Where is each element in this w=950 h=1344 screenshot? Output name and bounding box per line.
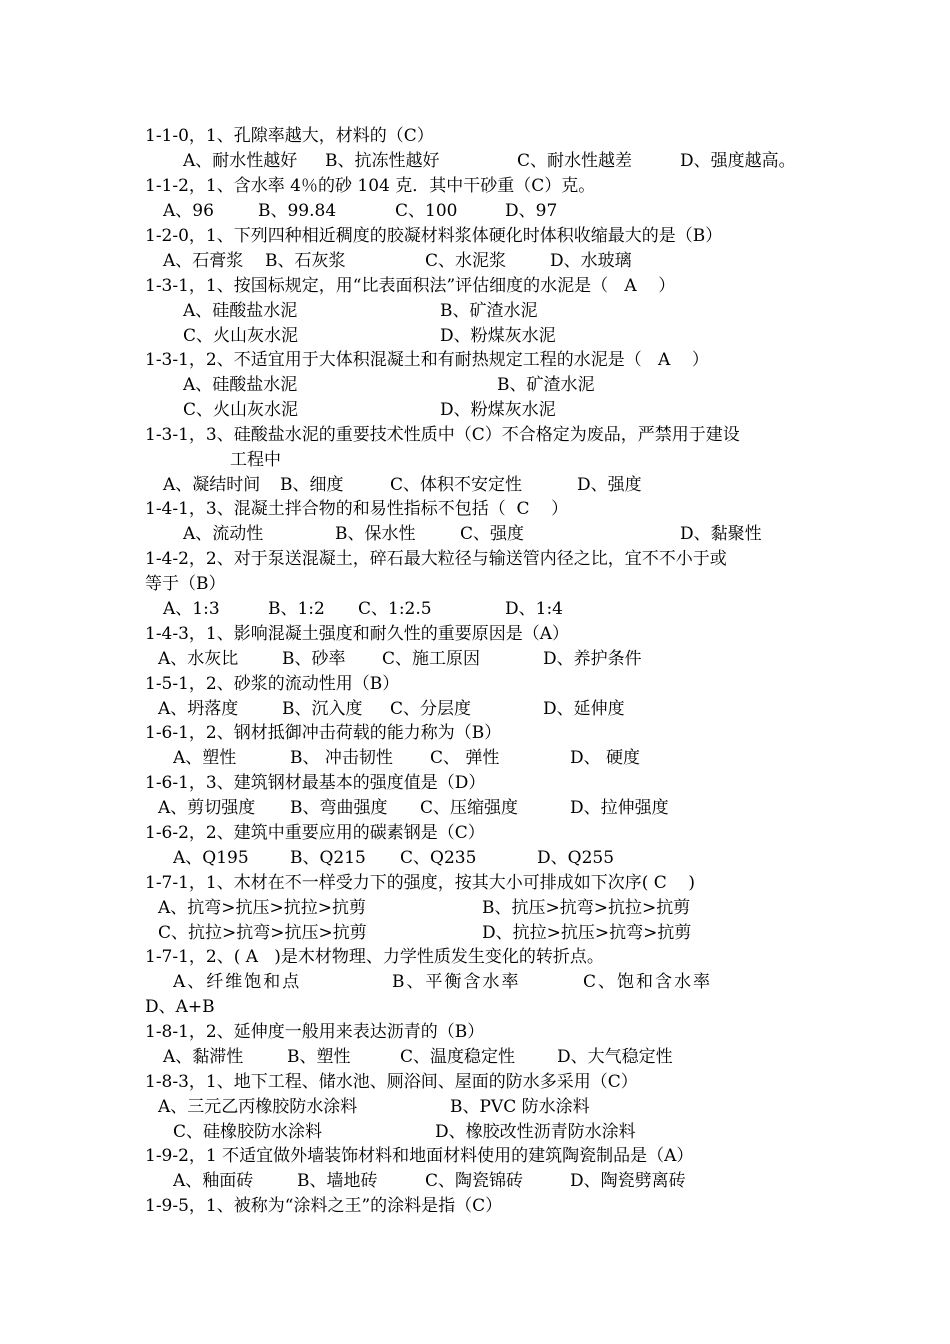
option-c: C、压缩强度: [420, 798, 519, 818]
option-a: A、耐水性越好: [183, 151, 298, 171]
question-14-options-row2: [0, 921, 950, 945]
option-b: B、平衡含水率: [392, 972, 521, 992]
option-d: D、水玻璃: [550, 251, 632, 271]
option-a: A、塑性: [173, 748, 237, 768]
question-9-stem: 1-4-3，1、影响混凝土强度和耐久性的重要原因是（A）: [145, 624, 570, 644]
option-c: C、火山灰水泥: [183, 400, 299, 420]
option-d: D、97: [505, 201, 558, 221]
option-d: D、拉伸强度: [570, 798, 669, 818]
option-a: A、96: [163, 201, 214, 221]
question-15-options-row1: [0, 970, 950, 994]
option-d: D、大气稳定性: [557, 1047, 673, 1067]
question-15-stem: 1-7-1，2、( A )是木材物理、力学性质发生变化的转折点。: [145, 947, 604, 967]
option-a: A、流动性: [183, 524, 264, 544]
question-5-options-row2: [0, 398, 950, 422]
option-b: B、矿渣水泥: [497, 375, 595, 395]
option-b: B、PVC 防水涂料: [450, 1097, 590, 1117]
option-c: C、 弹性: [430, 748, 500, 768]
option-b: B、99.84: [258, 201, 337, 221]
question-7-stem: 1-4-1，3、混凝土拌合物的和易性指标不包括（ C ）: [145, 499, 569, 519]
option-d: D、陶瓷劈离砖: [570, 1171, 686, 1191]
option-a: A、Q195: [173, 848, 249, 868]
option-d: D、粉煤灰水泥: [440, 400, 556, 420]
question-7-options: [0, 522, 950, 546]
option-d: D、抗拉>抗压>抗弯>抗剪: [482, 923, 692, 943]
option-d: D、黏聚性: [680, 524, 762, 544]
question-3-stem: 1-2-0，1、下列四种相近稠度的胶凝材料浆体硬化时体积收缩最大的是（B）: [145, 226, 723, 246]
option-b: B、细度: [280, 475, 344, 495]
question-1-options: [0, 149, 950, 173]
option-b: B、Q215: [290, 848, 366, 868]
option-d: D、橡胶改性沥青防水涂料: [435, 1122, 636, 1142]
option-c: C、抗拉>抗弯>抗压>抗剪: [158, 923, 367, 943]
option-b: B、塑性: [287, 1047, 351, 1067]
option-c: C、陶瓷锦砖: [425, 1171, 524, 1191]
question-6-stem: 1-3-1，3、硅酸盐水泥的重要技术性质中（C）不合格定为废品，严禁用于建设: [145, 425, 740, 445]
option-b: B、抗压>抗弯>抗拉>抗剪: [482, 898, 691, 918]
option-d: D、1:4: [505, 599, 563, 619]
option-d: D、延伸度: [543, 699, 625, 719]
option-a: A、水灰比: [158, 649, 239, 669]
option-c: C、水泥浆: [425, 251, 507, 271]
option-d: D、Q255: [537, 848, 615, 868]
question-16-options: [0, 1045, 950, 1069]
option-b: B、墙地砖: [297, 1171, 378, 1191]
option-a: A、石膏浆: [163, 251, 244, 271]
question-14-stem: 1-7-1，1、木材在不一样受力下的强度，按其大小可排成如下次序( C ): [145, 873, 696, 893]
question-5-stem: 1-3-1，2、不适宜用于大体积混凝土和有耐热规定工程的水泥是（ A ）: [145, 350, 709, 370]
option-d: D、粉煤灰水泥: [440, 326, 556, 346]
question-9-options: [0, 647, 950, 671]
question-2-options: [0, 199, 950, 223]
option-b: B、石灰浆: [265, 251, 346, 271]
question-17-options-row1: [0, 1095, 950, 1119]
option-b: B、弯曲强度: [290, 798, 388, 818]
option-a: A、剪切强度: [158, 798, 256, 818]
option-d: D、A+B: [145, 997, 215, 1017]
question-2-stem: 1-1-2，1、含水率 4％的砂 104 克．其中干砂重（C）克。: [145, 176, 596, 196]
option-b: B、保水性: [335, 524, 416, 544]
question-6-options: [0, 473, 950, 497]
option-c: C、温度稳定性: [400, 1047, 516, 1067]
option-c: C、耐水性越差: [517, 151, 633, 171]
question-14-options-row1: [0, 896, 950, 920]
option-a: A、硅酸盐水泥: [183, 301, 298, 321]
question-4-options-row2: [0, 324, 950, 348]
option-d: D、 硬度: [570, 748, 641, 768]
option-a: A、硅酸盐水泥: [183, 375, 298, 395]
option-d: D、养护条件: [543, 649, 642, 669]
question-18-options: [0, 1169, 950, 1193]
question-8-stem: 1-4-2，2、对于泵送混凝土，碎石最大粒径与输送管内径之比，宜不不小于或: [145, 549, 727, 569]
option-b: B、砂率: [282, 649, 346, 669]
option-c: C、1:2.5: [358, 599, 432, 619]
question-17-options-row2: [0, 1120, 950, 1144]
question-8-options: [0, 597, 950, 621]
option-b: B、沉入度: [282, 699, 363, 719]
question-3-options: [0, 249, 950, 273]
option-c: C、施工原因: [382, 649, 481, 669]
option-a: A、凝结时间: [163, 475, 261, 495]
question-16-stem: 1-8-1，2、延伸度一般用来表达沥青的（B）: [145, 1022, 485, 1042]
option-c: C、分层度: [390, 699, 472, 719]
option-a: A、三元乙丙橡胶防水涂料: [158, 1097, 358, 1117]
question-4-stem: 1-3-1，1、按国标规定，用“比表面积法”评估细度的水泥是（ A ）: [145, 276, 676, 296]
question-18-stem: 1-9-2，1 不适宜做外墙装饰材料和地面材料使用的建筑陶瓷制品是（A）: [145, 1146, 694, 1166]
option-c: C、火山灰水泥: [183, 326, 299, 346]
question-17-stem: 1-8-3，1、地下工程、储水池、厕浴间、屋面的防水多采用（C）: [145, 1072, 638, 1092]
option-a: A、抗弯>抗压>抗拉>抗剪: [158, 898, 367, 918]
option-d: D、强度: [577, 475, 642, 495]
option-c: C、强度: [460, 524, 525, 544]
option-c: C、体积不安定性: [390, 475, 523, 495]
question-13-stem: 1-6-2，2、建筑中重要应用的碳素钢是（C）: [145, 823, 485, 843]
option-a: A、釉面砖: [173, 1171, 254, 1191]
option-a: A、纤维饱和点: [173, 972, 302, 992]
question-6-stem-continued: 工程中: [230, 450, 281, 470]
question-4-options-row1: [0, 299, 950, 323]
question-10-options: [0, 697, 950, 721]
question-12-options: [0, 796, 950, 820]
question-12-stem: 1-6-1，3、建筑钢材最基本的强度值是（D）: [145, 773, 486, 793]
option-c: C、硅橡胶防水涂料: [173, 1122, 323, 1142]
question-13-options: [0, 846, 950, 870]
option-c: C、100: [395, 201, 458, 221]
question-15-options-row2: [0, 995, 950, 1019]
question-1-stem: 1-1-0，1、孔隙率越大，材料的（C）: [145, 126, 434, 146]
option-d: D、强度越高。: [680, 151, 796, 171]
question-10-stem: 1-5-1，2、砂浆的流动性用（B）: [145, 674, 400, 694]
option-a: A、1:3: [163, 599, 220, 619]
question-5-options-row1: [0, 373, 950, 397]
question-8-stem-continued: 等于（B）: [145, 574, 226, 594]
question-11-stem: 1-6-1，2、钢材抵御冲击荷载的能力称为（B）: [145, 723, 502, 743]
option-a: A、坍落度: [158, 699, 239, 719]
option-b: B、抗冻性越好: [325, 151, 440, 171]
option-b: B、 冲击韧性: [290, 748, 393, 768]
option-b: B、1:2: [268, 599, 325, 619]
option-b: B、矿渣水泥: [440, 301, 538, 321]
question-19-stem: 1-9-5，1、被称为“涂料之王”的涂料是指（C）: [145, 1196, 503, 1216]
option-c: C、Q235: [400, 848, 477, 868]
option-c: C、饱和含水率: [583, 972, 713, 992]
question-11-options: [0, 746, 950, 770]
option-a: A、黏滞性: [163, 1047, 244, 1067]
